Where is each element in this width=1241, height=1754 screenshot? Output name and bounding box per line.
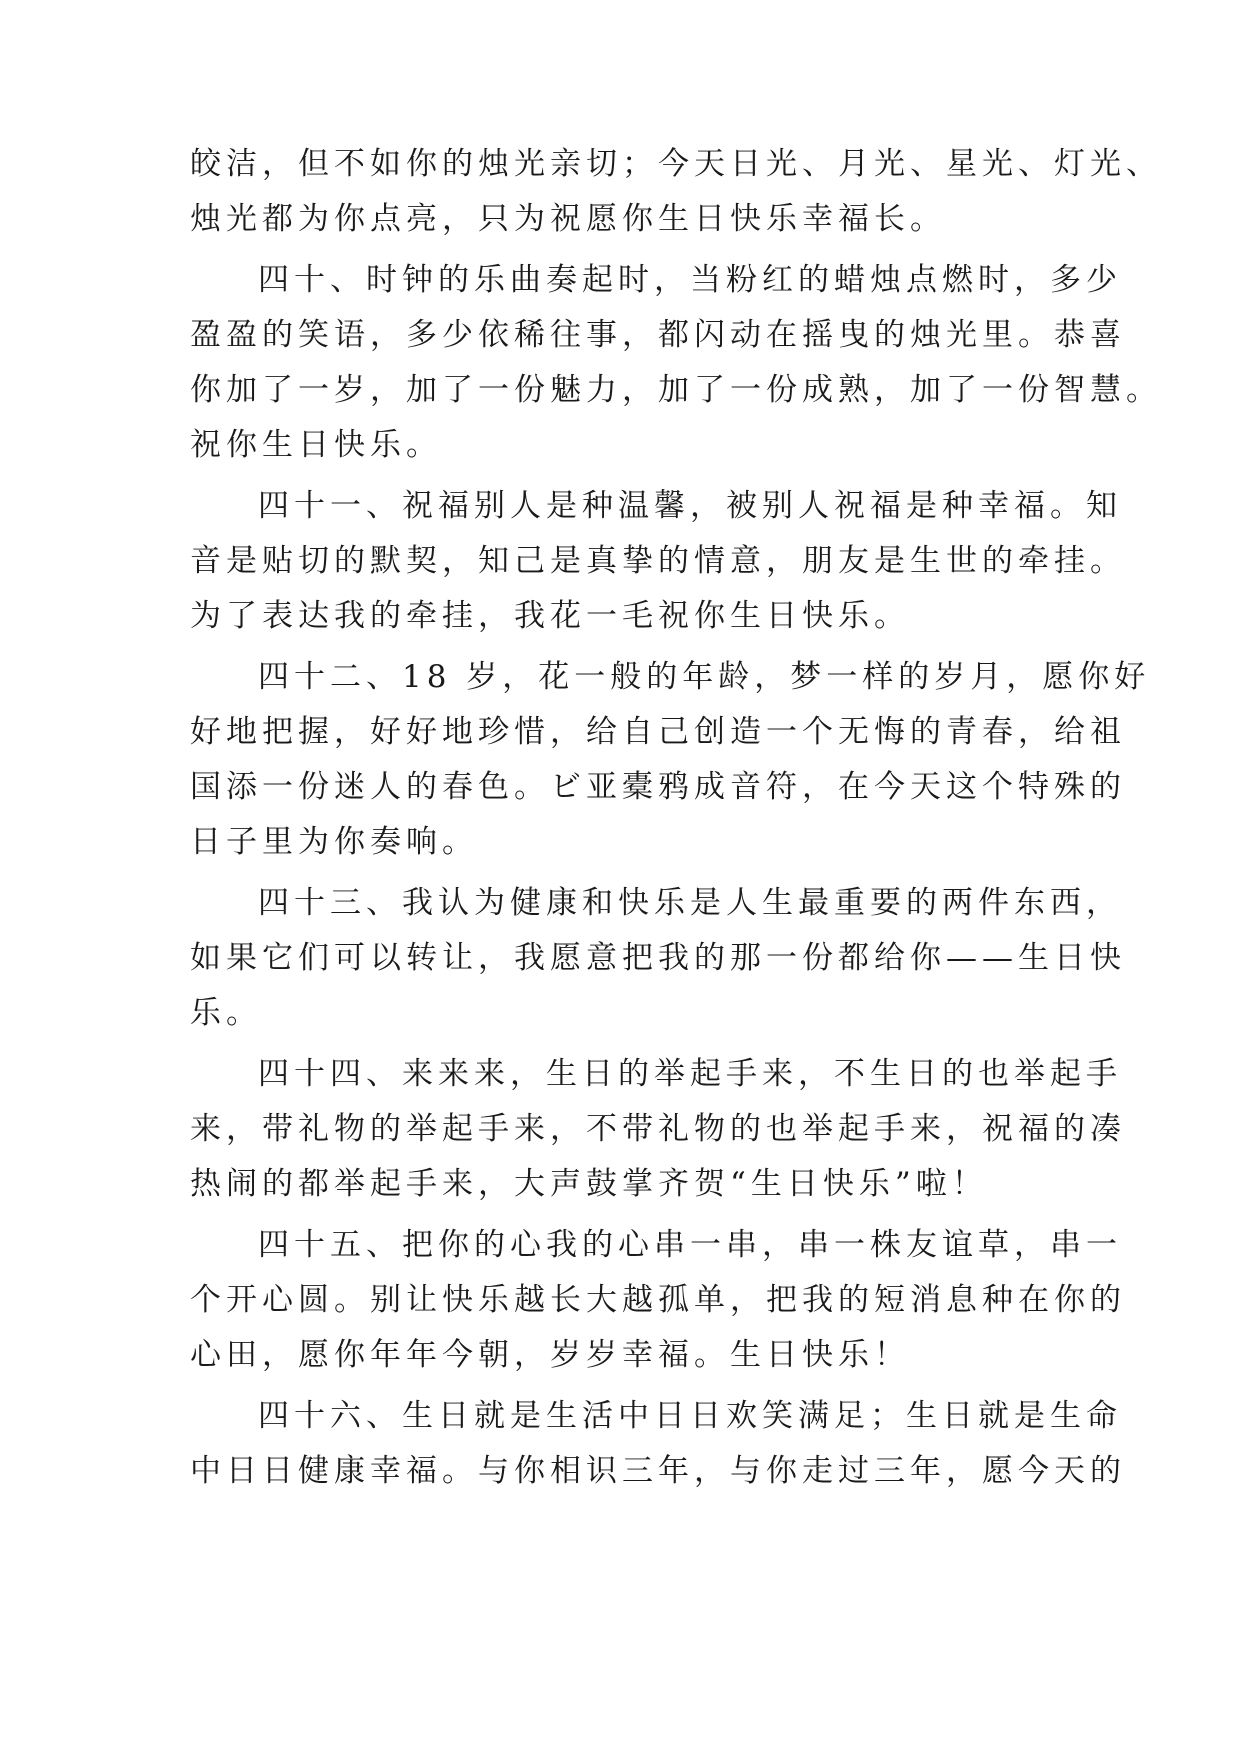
text-line: 来，带礼物的举起手来，不带礼物的也举起手来，祝福的凑 [190,1111,1126,1147]
text-line: 你加了一岁，加了一份魅力，加了一份成熟，加了一份智慧。 [190,372,1162,408]
text-line: 个开心圆。别让快乐越长大越孤单，把我的短消息种在你的 [190,1282,1126,1318]
text-line: 好地把握，好好地珍惜，给自己创造一个无悔的青春，给祖 [190,714,1126,750]
text-line: 热闹的都举起手来，大声鼓掌齐贺“生日快乐”啦！ [190,1166,988,1202]
paragraph-start-line: 四十、时钟的乐曲奏起时，当粉红的蜡烛点燃时，多少 [258,262,1122,298]
text-line: 烛光都为你点亮，只为祝愿你生日快乐幸福长。 [190,201,946,237]
text-line: 祝你生日快乐。 [190,427,442,463]
paragraph-start-line: 四十二、18 岁，花一般的年龄，梦一样的岁月，愿你好 [258,659,1151,695]
text-line: 如果它们可以转让，我愿意把我的那一份都给你——生日快 [190,940,1126,976]
paragraph-start-line: 四十六、生日就是生活中日日欢笑满足；生日就是生命 [258,1398,1122,1434]
paragraph-start-line: 四十三、我认为健康和快乐是人生最重要的两件东西， [258,885,1122,921]
text-line: 中日日健康幸福。与你相识三年，与你走过三年，愿今天的 [190,1453,1126,1489]
text-line: 乐。 [190,995,262,1031]
text-line: 音是贴切的默契，知己是真挚的情意，朋友是生世的牵挂。 [190,543,1126,579]
text-line: 心田，愿你年年今朝，岁岁幸福。生日快乐！ [190,1337,910,1373]
text-line: 为了表达我的牵挂，我花一毛祝你生日快乐。 [190,598,910,634]
paragraph-start-line: 四十一、祝福别人是种温馨，被别人祝福是种幸福。知 [258,488,1122,524]
text-line: 国添一份迷人的春色。ビ亚橐鸦成音符，在今天这个特殊的 [190,769,1126,805]
text-line: 日子里为你奏响。 [190,824,478,860]
text-line: 皎洁，但不如你的烛光亲切；今天日光、月光、星光、灯光、 [190,146,1162,182]
paragraph-start-line: 四十四、来来来，生日的举起手来，不生日的也举起手 [258,1056,1122,1092]
paragraph-start-line: 四十五、把你的心我的心串一串，串一株友谊草，串一 [258,1227,1122,1263]
text-line: 盈盈的笑语，多少依稀往事，都闪动在摇曳的烛光里。恭喜 [190,317,1126,353]
